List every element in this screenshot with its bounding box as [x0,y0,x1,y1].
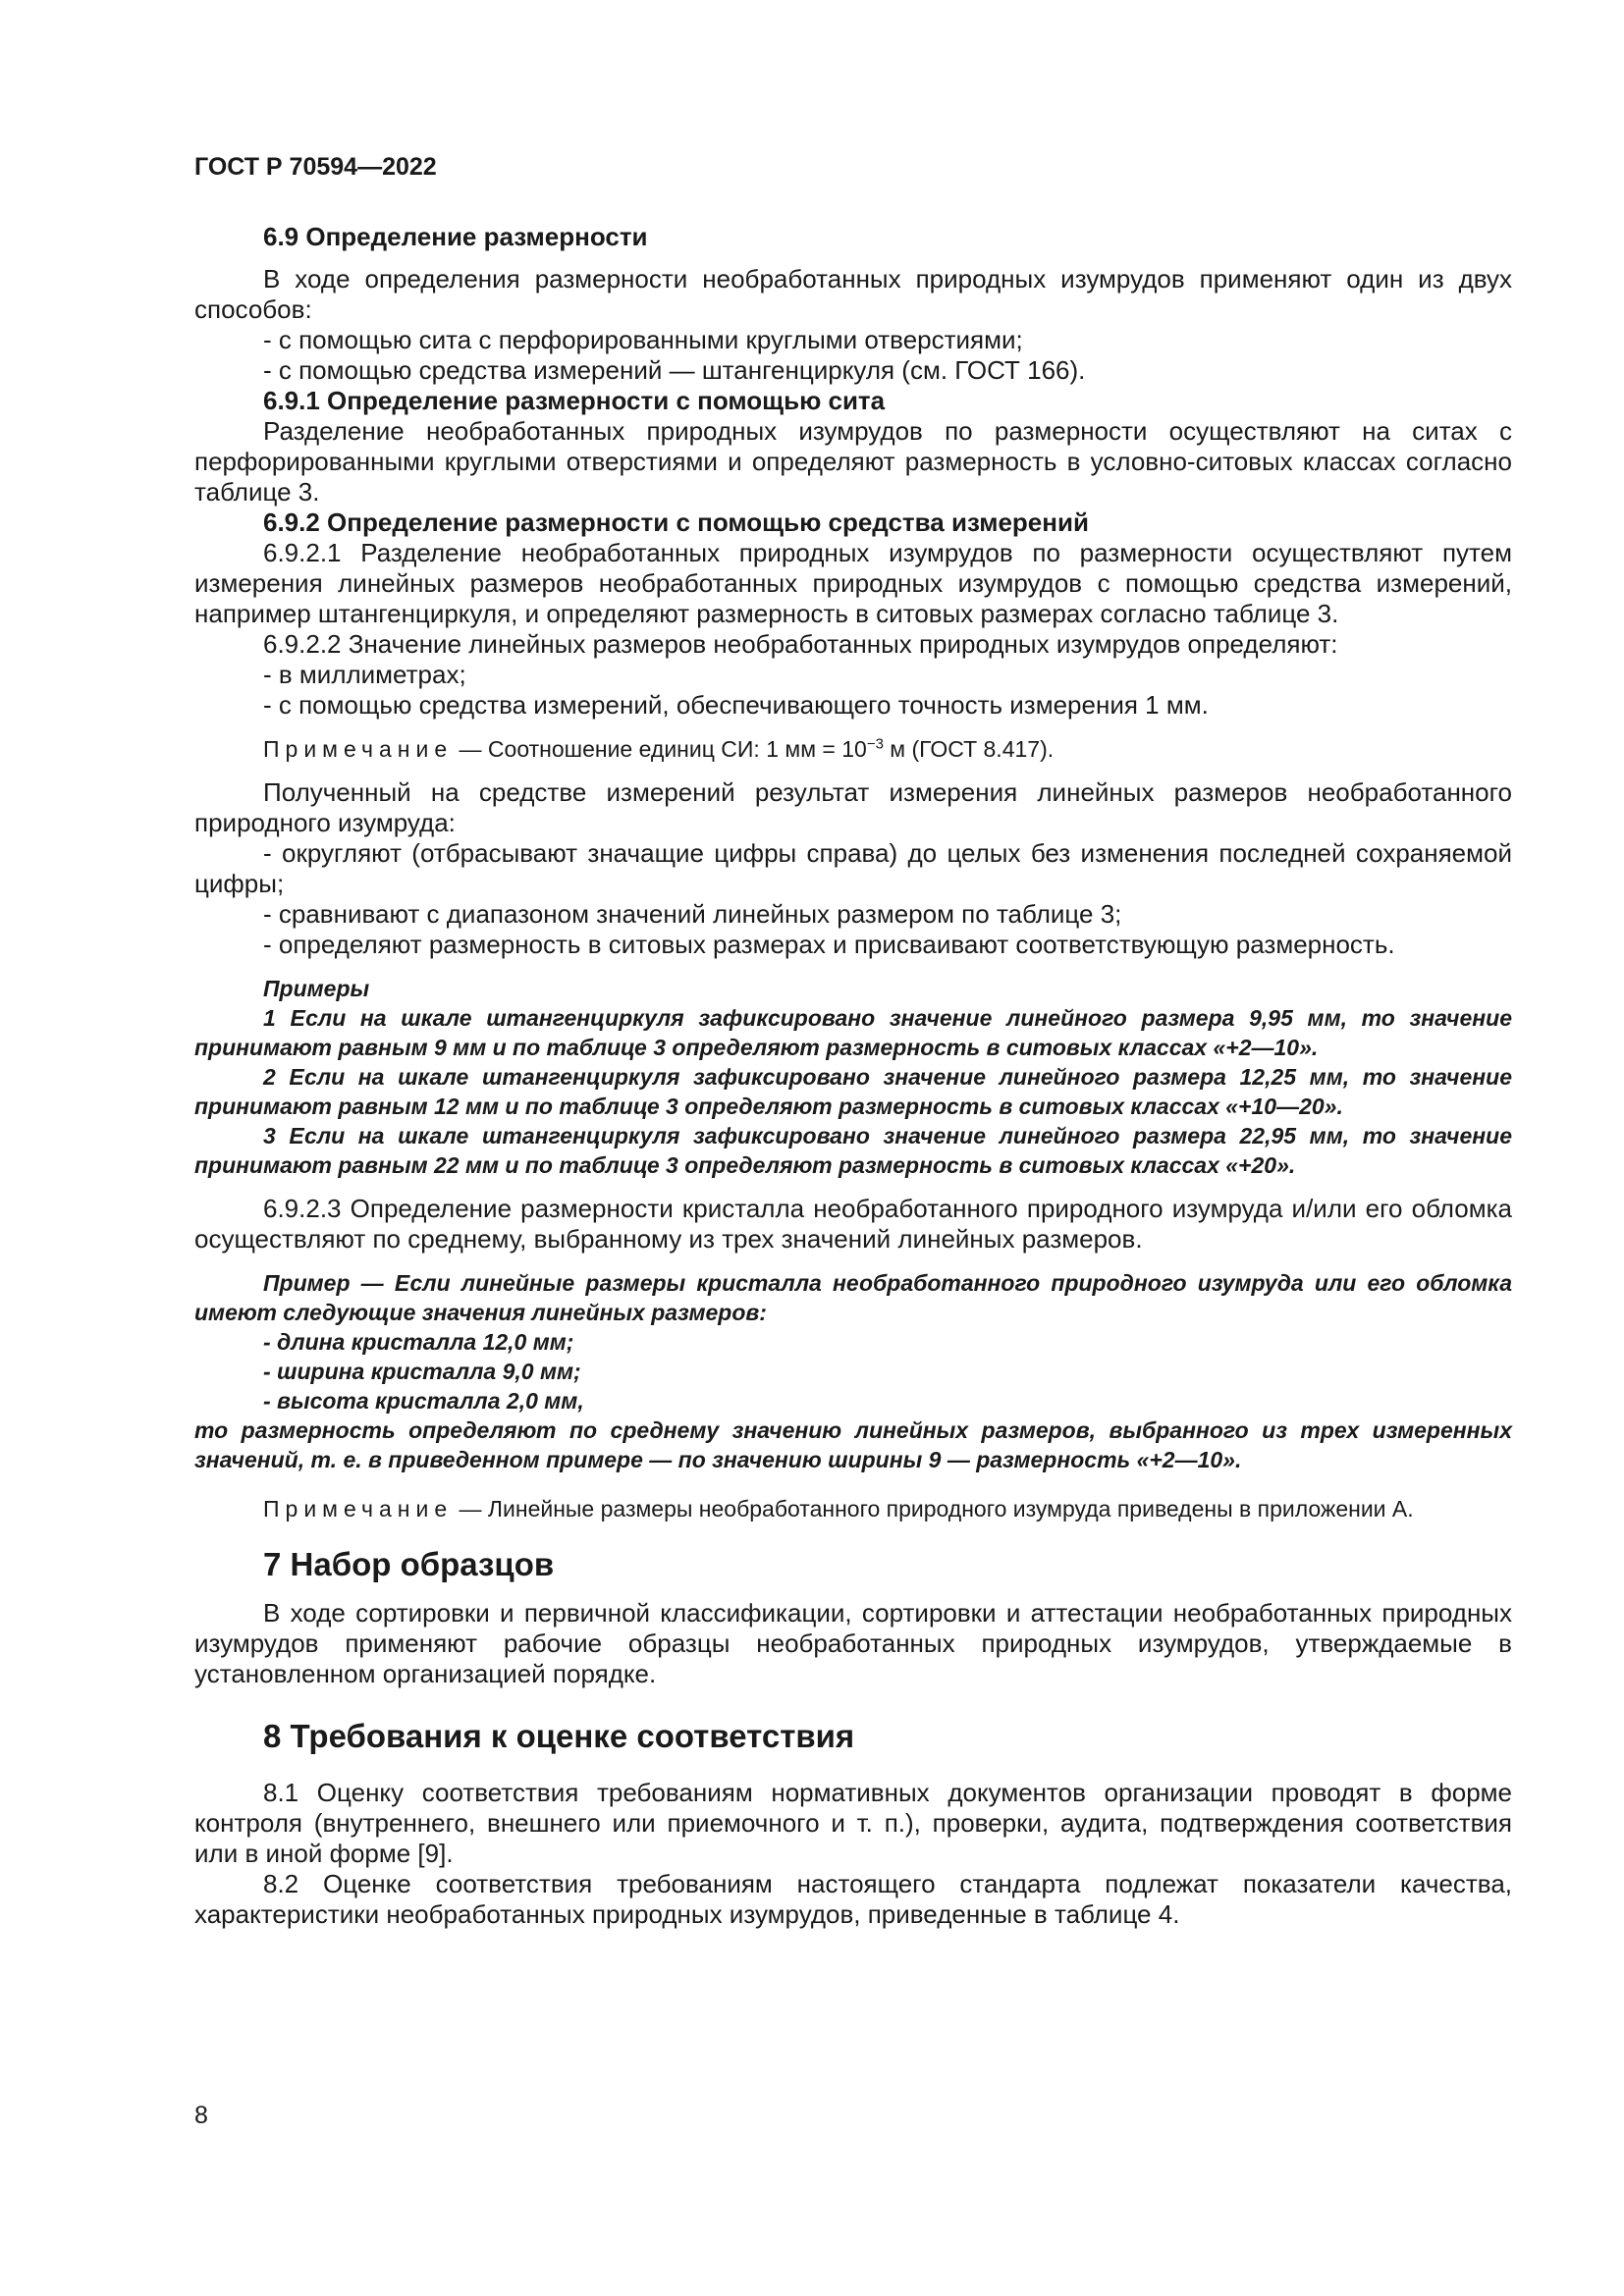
list-item: - с помощью средства измерений, обеспечивающего точность измерения 1 мм. [263,690,1209,720]
paragraph: 6.9.2.3 Определение размерности кристалла необработанного природного изумруда и/или его обломка осуществляют по среднему, выбранному из трех значений линейных размеров. [194,1194,1512,1254]
example-conclusion: то размерность определяют по среднему значению линейных размеров, выбранного из трех измеренных значений, т. е. в приведенном примере — по значению ширины 9 — размерность «+2—10». [194,1417,1512,1472]
examples-title: Примеры [263,976,370,1001]
section-heading-6-9-1: 6.9.1 Определение размерности с помощью сита [263,386,886,415]
paragraph: Разделение необработанных природных изумрудов по размерности осуществляют на ситах с перфорированными круглыми отверстиями и определяют размерность в условно-ситовых классах согласно таблице 3. [194,416,1512,507]
example-item: - ширина кристалла 9,0 мм; [263,1359,581,1384]
note-text-end: м (ГОСТ 8.417). [883,736,1055,762]
section-heading-8: 8 Требования к оценке соответствия [263,1718,855,1754]
paragraph: 8.2 Оценке соответствия требованиям настоящего стандарта подлежат показатели качества, характеристики необработанных природных изумрудов, приведенные в таблице 4. [194,1869,1512,1929]
example-item: - длина кристалла 12,0 мм; [263,1329,574,1355]
list-item: - определяют размерность в ситовых размерах и присваивают соответствующую размерность. [263,930,1395,959]
note-label: Примечание [263,1496,454,1522]
paragraph: Полученный на средстве измерений результат измерения линейных размеров необработанного природного изумруда: [194,777,1512,837]
document-body [194,222,1512,1930]
note-text: — Соотношение единиц СИ: 1 мм = 10 [453,736,867,762]
section-heading-6-9-2: 6.9.2 Определение размерности с помощью средства измерений [263,507,1089,537]
example-item: 3 Если на шкале штангенциркуля зафиксировано значение линейного размера 22,95 мм, то значение принимают равным 22 мм и по таблице 3 определяют размерность в ситовых классах «+20». [194,1123,1512,1178]
example-item: 1 Если на шкале штангенциркуля зафиксировано значение линейного размера 9,95 мм, то значение принимают равным 9 мм и по таблице 3 определяют размерность в ситовых классах «+2—10». [194,1005,1512,1060]
note-exponent: −3 [866,735,884,753]
note [194,1494,1512,1523]
note-text: — Линейные размеры необработанного природного изумруда приведены в приложении А. [453,1496,1414,1522]
note-label: Примечание [263,736,454,762]
page-number: 8 [194,2102,208,2129]
list-item: - с помощью сита с перфорированными круглыми отверстиями; [263,325,1023,354]
note [194,734,1512,764]
document-header: ГОСТ Р 70594—2022 [194,153,437,181]
paragraph: В ходе сортировки и первичной классификации, сортировки и аттестации необработанных природных изумрудов применяют рабочие образцы необработанных природных изумрудов, утверждаемые в установленном организацией порядке. [194,1598,1512,1688]
example-intro: Пример — Если линейные размеры кристалла необработанного природного изумруда или его обломка имеют следующие значения линейных размеров: [194,1270,1512,1325]
paragraph: В ходе определения размерности необработанных природных изумрудов применяют один из двух способов: [194,264,1512,324]
list-item: - сравнивают с диапазоном значений линейных размером по таблице 3; [263,899,1122,929]
paragraph: 6.9.2.1 Разделение необработанных природных изумрудов по размерности осуществляют путем измерения линейных размеров необработанных природных изумрудов с помощью средства измерений, например штангенциркуля, и определяют размерность в ситовых размерах согласно таблице 3. [194,538,1512,628]
section-heading-7: 7 Набор образцов [263,1546,555,1582]
list-item: - в миллиметрах; [263,660,466,689]
paragraph: 6.9.2.2 Значение линейных размеров необработанных природных изумрудов определяют: [263,629,1338,659]
section-heading-6-9: 6.9 Определение размерности [263,222,648,251]
list-item: - с помощью средства измерений — штангенциркуля (см. ГОСТ 166). [263,355,1086,385]
example-item: 2 Если на шкале штангенциркуля зафиксировано значение линейного размера 12,25 мм, то значение принимают равным 12 мм и по таблице 3 определяют размерность в ситовых классах «+10—20». [194,1064,1512,1119]
example-item: - высота кристалла 2,0 мм, [263,1388,584,1414]
list-item: - округляют (отбрасывают значащие цифры справа) до целых без изменения последней сохраняемой цифры; [194,838,1512,898]
paragraph: 8.1 Оценку соответствия требованиям нормативных документов организации проводят в форме контроля (внутреннего, внешнего или приемочного и т. п.), проверки, аудита, подтверждения соответствия или в иной форме [9]. [194,1778,1512,1868]
